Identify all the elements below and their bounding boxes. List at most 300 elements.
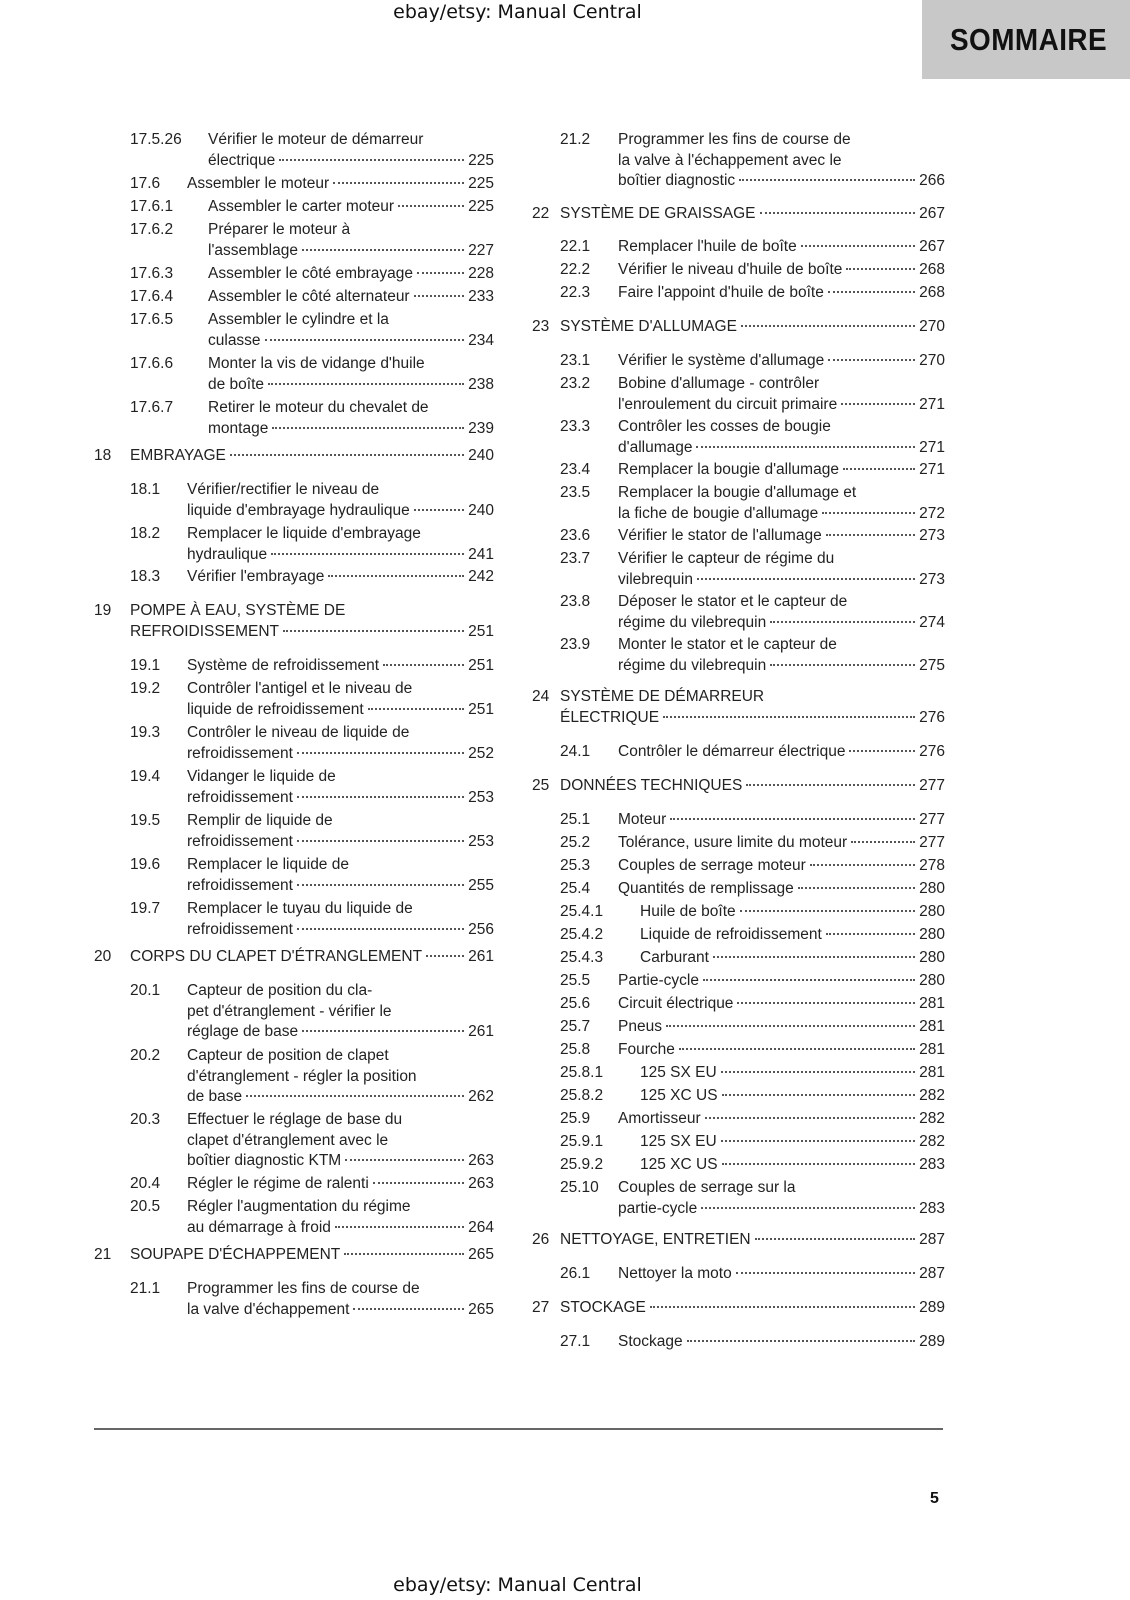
- toc-entry-page: 233: [468, 288, 494, 305]
- toc-entry[interactable]: [532, 317, 945, 338]
- toc-entry[interactable]: [94, 287, 494, 308]
- dot-leader: [328, 575, 464, 577]
- toc-entry-page: 276: [919, 708, 945, 726]
- toc-entry-number: 22.1: [560, 238, 591, 255]
- dot-leader: [736, 1272, 915, 1274]
- toc-entry-title-line: Retirer le moteur du chevalet de: [208, 399, 429, 416]
- toc-entry[interactable]: [532, 1063, 945, 1084]
- toc-entry-title-line: Monter le stator et le capteur de: [618, 636, 837, 653]
- toc-entry[interactable]: [94, 855, 494, 896]
- section-title: SOMMAIRE: [950, 22, 1108, 57]
- toc-entry-title-line: Quantités de remplissage: [618, 880, 794, 897]
- dot-leader: [353, 1308, 464, 1310]
- toc-entry-number: 19.1: [130, 657, 161, 674]
- dot-leader: [373, 1182, 464, 1184]
- toc-entry-title-line: Contrôler l'antigel et le niveau de: [187, 680, 413, 697]
- toc-entry-page: 278: [919, 857, 945, 874]
- toc-entry[interactable]: [94, 567, 494, 588]
- toc-entry-title-line: Amortisseur: [618, 1110, 701, 1127]
- toc-entry-number: 19.3: [130, 724, 161, 741]
- toc-entry-number: 23.6: [560, 527, 591, 544]
- toc-entry[interactable]: [532, 130, 945, 192]
- toc-entry[interactable]: [532, 374, 945, 415]
- toc-entry-title-line: Remplir de liquide de: [187, 812, 333, 829]
- toc-entry[interactable]: [532, 971, 945, 992]
- toc-entry-title-line: Contrôler les cosses de bougie: [618, 418, 831, 435]
- toc-entry-title-line: réglage de base: [187, 1023, 299, 1040]
- toc-entry-title-line: Préparer le moteur à: [208, 221, 351, 238]
- toc-entry-title-line: culasse: [208, 331, 261, 349]
- toc-entry-title-line: CORPS DU CLAPET D'ÉTRANGLEMENT: [130, 948, 423, 965]
- toc-entry[interactable]: [94, 197, 494, 218]
- toc-entry-title-line: NETTOYAGE, ENTRETIEN: [560, 1231, 751, 1248]
- toc-entry-number: 17.6.3: [130, 265, 174, 282]
- toc-entry-number: 19.6: [130, 856, 161, 873]
- toc-entry-page: 240: [468, 501, 494, 519]
- toc-entry[interactable]: [532, 879, 945, 900]
- toc-entry-page: 253: [468, 788, 494, 806]
- toc-entry-title-line: 125 XC US: [640, 1156, 718, 1173]
- toc-entry-number: 20: [94, 948, 112, 965]
- toc-entry[interactable]: [532, 1086, 945, 1107]
- toc-entry-page: 277: [919, 777, 945, 794]
- toc-entry-title-line: Assembler le côté alternateur: [208, 288, 410, 305]
- toc-entry-page: 253: [468, 832, 494, 850]
- toc-entry-number: 25.7: [560, 1018, 591, 1035]
- toc-entry-page: 280: [919, 926, 945, 943]
- toc-entry-page: 265: [468, 1246, 494, 1263]
- dot-leader: [722, 1094, 916, 1096]
- toc-entry-title-line: Bobine d'allumage - contrôler: [618, 375, 820, 392]
- dot-leader: [822, 512, 915, 514]
- toc-entry-page: 271: [919, 461, 945, 478]
- toc-entry-page: 267: [919, 205, 945, 222]
- toc-entry[interactable]: [94, 1046, 494, 1108]
- toc-entry-page: 261: [468, 948, 494, 965]
- dot-leader: [383, 664, 464, 666]
- toc-entry-number: 23.9: [560, 636, 591, 653]
- toc-entry-number: 23.4: [560, 461, 591, 478]
- toc-entry-title-line: Déposer le stator et le capteur de: [618, 593, 848, 610]
- toc-entry-page: 228: [468, 265, 494, 282]
- toc-entry-page: 281: [919, 1041, 945, 1058]
- toc-entry-title-line: SYSTÈME DE DÉMARREUR: [560, 688, 765, 705]
- dot-leader: [230, 454, 464, 456]
- dot-leader: [283, 630, 464, 632]
- toc-entry-page: 268: [919, 261, 945, 278]
- toc-entry[interactable]: [532, 994, 945, 1015]
- toc-entry-title-line: Remplacer le liquide de: [187, 856, 349, 873]
- toc-entry[interactable]: [532, 1298, 945, 1319]
- toc-entry-number: 23.2: [560, 375, 591, 392]
- toc-entry[interactable]: [532, 1109, 945, 1130]
- dot-leader: [265, 339, 465, 341]
- toc-entry-number: 21.1: [130, 1280, 161, 1297]
- toc-entry-title-line: Effectuer le réglage de base du: [187, 1111, 403, 1128]
- toc-entry-title-line: liquide de refroidissement: [187, 700, 364, 718]
- dot-leader: [271, 553, 464, 555]
- toc-entry-number: 18.3: [130, 568, 161, 585]
- toc-entry-title-line: partie-cycle: [618, 1199, 698, 1217]
- toc-entry-title-line: Contrôler le démarreur électrique: [618, 743, 846, 760]
- toc-entry-page: 255: [468, 876, 494, 894]
- toc-entry-title-line: Remplacer l'huile de boîte: [618, 238, 797, 255]
- toc-entry-number: 25.8.2: [560, 1087, 604, 1104]
- toc-entry-number: 20.2: [130, 1047, 161, 1064]
- toc-entry-number: 25.9: [560, 1110, 591, 1127]
- dot-leader: [846, 268, 915, 270]
- toc-entry[interactable]: [532, 833, 945, 854]
- toc-entry[interactable]: [532, 417, 945, 458]
- toc-entry-page: 289: [919, 1299, 945, 1316]
- dot-leader: [739, 179, 915, 181]
- toc-entry-title-line: SOUPAPE D'ÉCHAPPEMENT: [130, 1246, 341, 1263]
- dot-leader: [687, 1340, 915, 1342]
- toc-entry-title-line: la valve d'échappement: [187, 1300, 350, 1318]
- toc-entry-number: 25.8: [560, 1041, 591, 1058]
- toc-entry-title-line: refroidissement: [187, 876, 293, 894]
- toc-entry-number: 20.1: [130, 982, 161, 999]
- toc-entry[interactable]: [532, 237, 945, 258]
- toc-entry-number: 17.6.2: [130, 221, 174, 238]
- toc-entry-title-line: Assembler le cylindre et la: [208, 311, 389, 328]
- watermark-bottom: ebay/etsy: Manual Central: [393, 1574, 642, 1596]
- toc-entry[interactable]: [94, 679, 494, 720]
- toc-entry-page: 238: [468, 375, 494, 393]
- dot-leader: [398, 205, 464, 207]
- toc-entry-title-line: refroidissement: [187, 832, 293, 850]
- toc-entry-number: 22.2: [560, 261, 591, 278]
- toc-entry-number: 20.3: [130, 1111, 161, 1128]
- toc-entry-number: 18: [94, 447, 112, 464]
- toc-entry[interactable]: [532, 460, 945, 481]
- toc-entry-number: 24.1: [560, 743, 591, 760]
- toc-entry[interactable]: [532, 856, 945, 877]
- toc-entry-title-line: REFROIDISSEMENT: [130, 622, 279, 640]
- dot-leader: [302, 1030, 464, 1032]
- toc-entry-title-line: Faire l'appoint d'huile de boîte: [618, 284, 824, 301]
- toc-entry[interactable]: [94, 811, 494, 852]
- toc-entry[interactable]: [532, 592, 945, 633]
- toc-entry-title-line: Pneus: [618, 1018, 662, 1035]
- toc-entry[interactable]: [94, 264, 494, 285]
- dot-leader: [713, 956, 915, 958]
- toc-entry-page: 251: [468, 622, 494, 640]
- dot-leader: [297, 752, 464, 754]
- toc-entry-number: 24: [532, 688, 550, 705]
- dot-leader: [279, 159, 464, 161]
- toc-entry-page: 272: [919, 504, 945, 522]
- toc-entry-title-line: Stockage: [618, 1333, 683, 1350]
- toc-entry-page: 271: [919, 438, 945, 456]
- watermark-top: ebay/etsy: Manual Central: [393, 1, 642, 23]
- toc-entry-page: 273: [919, 527, 945, 544]
- toc-entry[interactable]: [532, 742, 945, 763]
- toc-entry[interactable]: [532, 526, 945, 547]
- dot-leader: [666, 1025, 915, 1027]
- toc-entry-number: 17.6.7: [130, 399, 174, 416]
- toc-entry-title-line: Remplacer le liquide d'embrayage: [187, 525, 421, 542]
- toc-entry[interactable]: [532, 810, 945, 831]
- dot-leader: [849, 750, 915, 752]
- dot-leader: [798, 887, 915, 889]
- toc-entry-page: 280: [919, 972, 945, 989]
- toc-entry-page: 277: [919, 834, 945, 851]
- dot-leader: [705, 1117, 915, 1119]
- toc-entry-page: 287: [919, 1265, 945, 1282]
- toc-entry-page: 270: [919, 318, 945, 335]
- section-header: [922, 0, 1130, 79]
- toc-entry-title-line: Système de refroidissement: [187, 657, 380, 674]
- toc-entry-title-line: Moteur: [618, 811, 667, 828]
- dot-leader: [696, 446, 915, 448]
- toc-entry[interactable]: [532, 204, 945, 225]
- toc-entry-title-line: la valve à l'échappement avec le: [618, 151, 842, 169]
- toc-entry-title-line: Circuit électrique: [618, 995, 734, 1012]
- toc-entry[interactable]: [532, 351, 945, 372]
- toc-entry-title-line: pet d'étranglement - vérifier le: [187, 1002, 392, 1020]
- dot-leader: [297, 796, 464, 798]
- toc-entry-page: 276: [919, 743, 945, 760]
- toc-entry-page: 256: [468, 920, 494, 938]
- toc-entry-title-line: d'allumage: [618, 438, 693, 456]
- dot-leader: [670, 818, 915, 820]
- toc-entry-number: 18.1: [130, 481, 161, 498]
- toc-entry-page: 271: [919, 395, 945, 413]
- toc-entry[interactable]: [532, 483, 945, 524]
- toc-entry-number: 25.9.2: [560, 1156, 604, 1173]
- toc-entry[interactable]: [532, 925, 945, 946]
- toc-entry-title-line: Vidanger le liquide de: [187, 768, 336, 785]
- toc-entry-page: 280: [919, 880, 945, 897]
- dot-leader: [272, 427, 464, 429]
- toc-entry-title-line: Vérifier/rectifier le niveau de: [187, 481, 380, 498]
- toc-entry[interactable]: [532, 948, 945, 969]
- toc-entry[interactable]: [94, 354, 494, 395]
- toc-entry[interactable]: [532, 1178, 945, 1219]
- toc-entry-number: 19.2: [130, 680, 161, 697]
- dot-leader: [335, 1226, 464, 1228]
- toc-entry-number: 17.5.26: [130, 131, 182, 148]
- toc-entry-number: 25.6: [560, 995, 591, 1012]
- toc-entry-title-line: SYSTÈME DE GRAISSAGE: [560, 205, 756, 222]
- toc-entry[interactable]: [94, 130, 494, 171]
- toc-entry[interactable]: [94, 981, 494, 1043]
- toc-entry[interactable]: [532, 776, 945, 797]
- toc-entry-number: 17.6: [130, 175, 161, 192]
- toc-entry-number: 20.4: [130, 1175, 161, 1192]
- toc-entry-page: 261: [468, 1023, 494, 1040]
- toc-entry[interactable]: [94, 1197, 494, 1238]
- toc-entry-title-line: Régler le régime de ralenti: [187, 1175, 369, 1192]
- toc-entry-title-line: Fourche: [618, 1041, 675, 1058]
- toc-entry-number: 20.5: [130, 1198, 161, 1215]
- toc-entry-number: 26: [532, 1231, 550, 1248]
- toc-entry[interactable]: [94, 1110, 494, 1172]
- toc-entry-title-line: Remplacer la bougie d'allumage: [618, 461, 839, 478]
- dot-leader: [843, 468, 915, 470]
- toc-entry[interactable]: [532, 635, 945, 676]
- toc-entry-page: 282: [919, 1087, 945, 1104]
- toc-entry-title-line: Couples de serrage moteur: [618, 857, 806, 874]
- dot-leader: [851, 841, 915, 843]
- dot-leader: [841, 403, 915, 405]
- toc-entry-title-line: Remplacer le tuyau du liquide de: [187, 900, 413, 917]
- toc-entry-title-line: boîtier diagnostic: [618, 172, 736, 189]
- toc-entry-title-line: de base: [187, 1088, 243, 1105]
- toc-entry[interactable]: [532, 260, 945, 281]
- toc-entry[interactable]: [532, 1264, 945, 1285]
- toc-entry[interactable]: [532, 283, 945, 304]
- toc-entry[interactable]: [532, 1332, 945, 1353]
- toc-entry-page: 263: [468, 1175, 494, 1192]
- toc-entry-title-line: Monter la vis de vidange d'huile: [208, 355, 425, 372]
- toc-entry-number: 27.1: [560, 1333, 591, 1350]
- toc-entry[interactable]: [94, 656, 494, 677]
- toc-entry-page: 282: [919, 1133, 945, 1150]
- dot-leader: [333, 182, 464, 184]
- toc-entry-title-line: refroidissement: [187, 744, 293, 762]
- toc-entry[interactable]: [94, 446, 494, 467]
- toc-entry-number: 25.10: [560, 1179, 599, 1196]
- toc-entry[interactable]: [532, 1155, 945, 1176]
- toc-entry-page: 289: [919, 1333, 945, 1350]
- toc-entry-number: 27: [532, 1299, 550, 1316]
- toc-entry-title-line: de boîte: [208, 375, 265, 393]
- dot-leader: [297, 884, 464, 886]
- toc-entry-page: 277: [919, 811, 945, 828]
- toc-entry-title-line: hydraulique: [187, 545, 268, 563]
- toc-entry-title-line: au démarrage à froid: [187, 1218, 331, 1236]
- toc-entry-title-line: Vérifier le stator de l'allumage: [618, 527, 822, 544]
- toc-entry-number: 22.3: [560, 284, 591, 301]
- toc-entry[interactable]: [94, 899, 494, 940]
- toc-entry-title-line: Vérifier l'embrayage: [187, 568, 325, 585]
- dot-leader: [414, 295, 465, 297]
- toc-entry-title-line: Couples de serrage sur la: [618, 1179, 796, 1196]
- toc-entry[interactable]: [94, 723, 494, 764]
- toc-entry[interactable]: [532, 1040, 945, 1061]
- toc-entry-number: 26.1: [560, 1265, 591, 1282]
- dot-leader: [246, 1095, 464, 1097]
- dot-leader: [703, 979, 915, 981]
- dot-leader: [826, 933, 915, 935]
- toc-entry-number: 23.8: [560, 593, 591, 610]
- toc-entry[interactable]: [94, 174, 494, 195]
- toc-entry-number: 19.7: [130, 900, 161, 917]
- toc-entry[interactable]: [94, 398, 494, 439]
- toc-entry-title-line: Tolérance, usure limite du moteur: [618, 834, 848, 851]
- toc-entry-number: 23.3: [560, 418, 591, 435]
- toc-entry-title-line: Huile de boîte: [640, 903, 736, 920]
- dot-leader: [770, 621, 915, 623]
- toc-entry-page: 264: [468, 1218, 494, 1236]
- toc-entry-number: 25.5: [560, 972, 591, 989]
- toc-entry-page: 275: [919, 656, 945, 674]
- toc-entry-title-line: boîtier diagnostic KTM: [187, 1152, 342, 1169]
- toc-entry[interactable]: [532, 1017, 945, 1038]
- toc-entry-page: 280: [919, 949, 945, 966]
- dot-leader: [650, 1306, 915, 1308]
- toc-entry-title-line: SYSTÈME D'ALLUMAGE: [560, 318, 737, 335]
- dot-leader: [721, 1071, 915, 1073]
- toc-entry[interactable]: [94, 220, 494, 261]
- toc-entry-page: 283: [919, 1156, 945, 1173]
- toc-entry-title-line: Capteur de position du cla-: [187, 982, 373, 999]
- toc-entry[interactable]: [532, 687, 945, 728]
- toc-entry-number: 22: [532, 205, 550, 222]
- toc-entry[interactable]: [94, 767, 494, 808]
- dot-leader: [701, 1207, 915, 1209]
- dot-leader: [740, 910, 915, 912]
- toc-entry-number: 19: [94, 602, 112, 619]
- toc-entry-title-line: montage: [208, 419, 269, 437]
- dot-leader: [297, 928, 464, 930]
- toc-entry-title-line: Vérifier le niveau d'huile de boîte: [618, 261, 843, 278]
- dot-leader: [302, 249, 464, 251]
- toc-entry-title-line: liquide d'embrayage hydraulique: [187, 501, 410, 519]
- toc-entry[interactable]: [532, 902, 945, 923]
- toc-entry-number: 17.6.4: [130, 288, 174, 305]
- toc-entry-number: 17.6.1: [130, 198, 174, 215]
- toc-entry-page: 240: [468, 447, 494, 464]
- toc-entry[interactable]: [94, 947, 494, 968]
- toc-entry-number: 25.4.1: [560, 903, 604, 920]
- toc-entry-number: 25.4.3: [560, 949, 604, 966]
- toc-entry-title-line: clapet d'étranglement avec le: [187, 1131, 389, 1149]
- toc-entry-number: 21: [94, 1246, 112, 1263]
- toc-entry-page: 234: [468, 331, 494, 349]
- toc-entry-title-line: Nettoyer la moto: [618, 1265, 732, 1282]
- toc-entry-title-line: l'assemblage: [208, 241, 298, 259]
- toc-entry-title-line: Régler l'augmentation du régime: [187, 1198, 411, 1215]
- toc-entry[interactable]: [532, 1132, 945, 1153]
- toc-entry-number: 23: [532, 318, 550, 335]
- toc-entry-title-line: Programmer les fins de course de: [187, 1280, 420, 1297]
- toc-entry-title-line: d'étranglement - régler la position: [187, 1067, 417, 1085]
- toc-entry-number: 17.6.5: [130, 311, 174, 328]
- toc-entry-title-line: régime du vilebrequin: [618, 613, 767, 631]
- toc-entry-number: 25.4: [560, 880, 591, 897]
- dot-leader: [679, 1048, 915, 1050]
- toc-entry-title-line: EMBRAYAGE: [130, 447, 226, 464]
- toc-entry-title-line: STOCKAGE: [560, 1299, 646, 1316]
- toc-entry-number: 25.4.2: [560, 926, 604, 943]
- toc-entry-page: 241: [468, 545, 494, 563]
- dot-leader: [722, 1163, 916, 1165]
- toc-entry[interactable]: [532, 549, 945, 590]
- toc-entry-title-line: DONNÉES TECHNIQUES: [560, 777, 743, 794]
- page-number: 5: [930, 1490, 939, 1507]
- dot-leader: [368, 708, 465, 710]
- toc-entry[interactable]: [532, 1230, 945, 1251]
- toc-entry[interactable]: [94, 1245, 494, 1266]
- toc-entry-number: 21.2: [560, 131, 591, 148]
- dot-leader: [297, 840, 464, 842]
- toc-entry[interactable]: [94, 310, 494, 351]
- toc-entry-page: 287: [919, 1231, 945, 1248]
- toc-entry[interactable]: [94, 480, 494, 521]
- dot-leader: [828, 359, 915, 361]
- toc-entry[interactable]: [94, 524, 494, 565]
- toc-entry-title-line: Remplacer la bougie d'allumage et: [618, 484, 857, 501]
- toc-entry-page: 273: [919, 570, 945, 588]
- toc-entry[interactable]: [94, 601, 494, 642]
- toc-entry[interactable]: [94, 1279, 494, 1320]
- dot-leader: [417, 272, 464, 274]
- dot-leader: [801, 245, 915, 247]
- toc-entry[interactable]: [94, 1174, 494, 1195]
